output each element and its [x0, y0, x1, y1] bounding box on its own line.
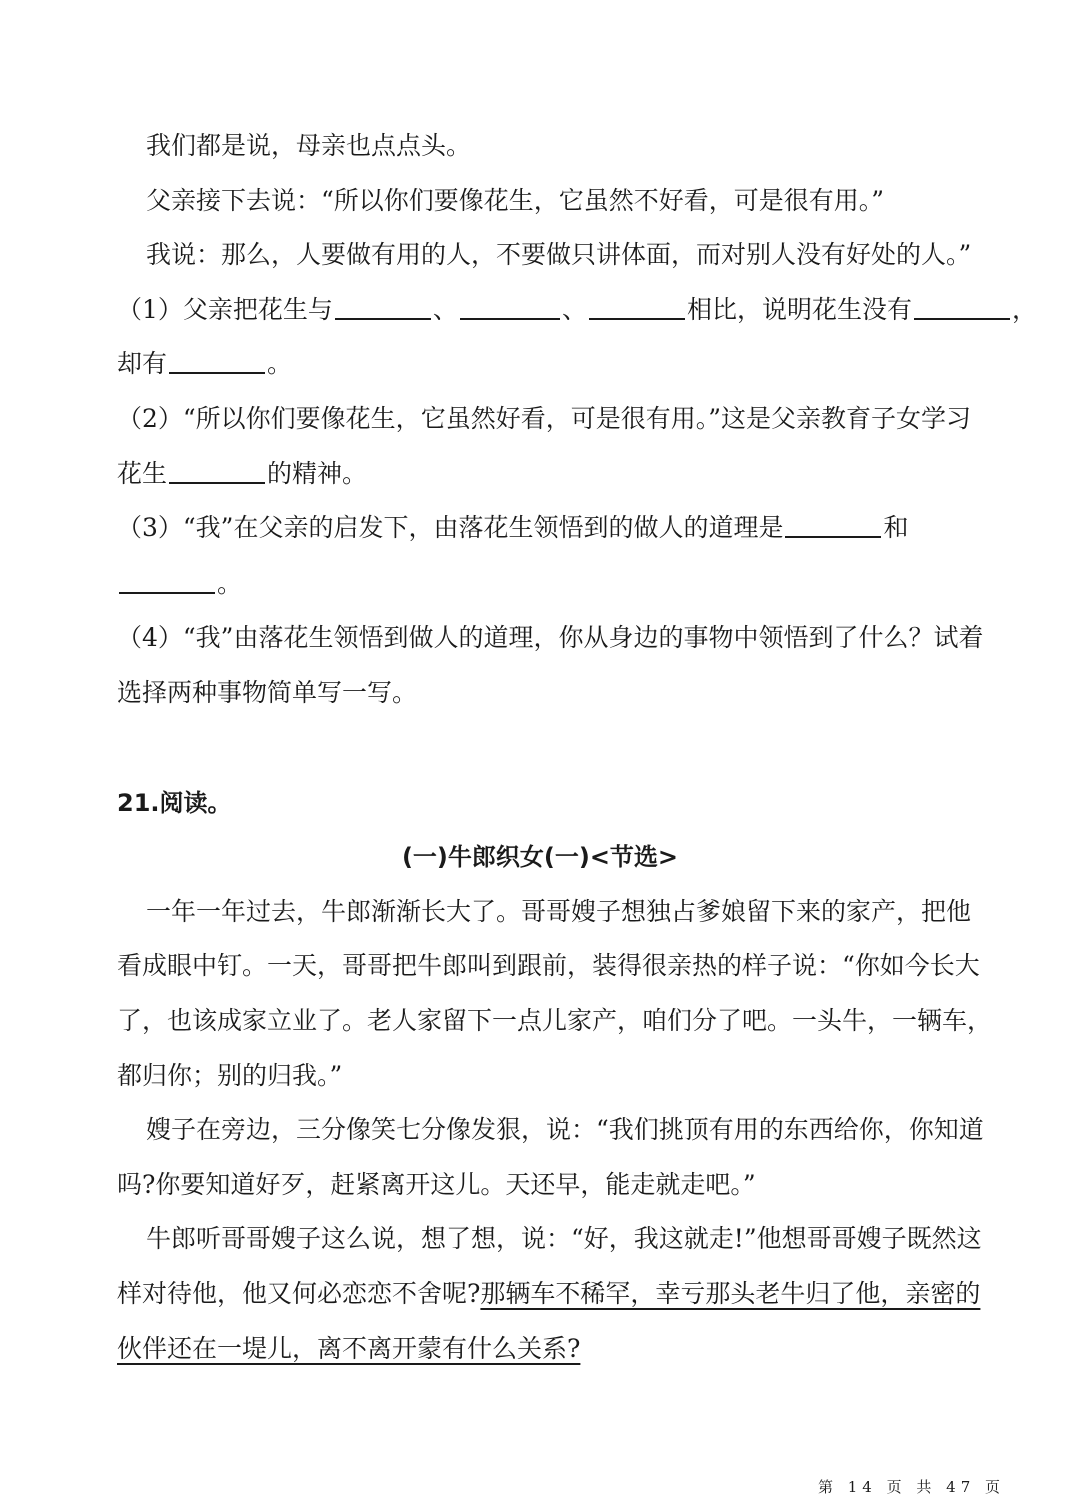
section-heading: 21.阅读。 [117, 789, 232, 817]
question-2-cont: 花生 的精神。 [117, 459, 368, 488]
answer-blank[interactable] [785, 512, 881, 538]
question-1: （1）父亲把花生与 、 、 相比，说明花生没有 ， [117, 295, 1037, 324]
paragraph: 都归你；别的归我。” [117, 1061, 343, 1090]
paragraph: 了，也该成家立业了。老人家留下一点儿家产，咱们分了吧。一头牛，一辆车， [117, 1006, 993, 1035]
answer-blank[interactable] [119, 568, 215, 594]
question-2: （2）“所以你们要像花生，它虽然好看，可是很有用。”这是父亲教育子女学习 [117, 404, 971, 433]
paragraph: 一年一年过去，牛郎渐渐长大了。哥哥嫂子想独占爹娘留下来的家产，把他 [146, 897, 972, 926]
answer-blank[interactable] [335, 294, 431, 320]
answer-blank[interactable] [169, 458, 265, 484]
answer-blank[interactable] [914, 294, 1010, 320]
underlined-sentence: 那辆车不稀罕，幸亏那头老牛归了他，亲密的 [480, 1279, 981, 1308]
underlined-sentence: 伙伴还在一堤儿，离不离开蒙有什么关系? [117, 1334, 581, 1363]
page-number: 第 14 页 共 47 页 [818, 1478, 1006, 1496]
paragraph: 我说：那么，人要做有用的人，不要做只讲体面，而对别人没有好处的人。” [146, 240, 972, 269]
paragraph: 嫂子在旁边，三分像笑七分像发狠，说：“我们挑顶有用的东西给你，你知道 [146, 1115, 984, 1144]
question-1-cont: 却有 。 [117, 349, 293, 378]
question-3-cont: 。 [117, 566, 242, 602]
question-4: （4）“我”由落花生领悟到做人的道理，你从身边的事物中领悟到了什么？试着 [117, 623, 984, 652]
paragraph: 我们都是说，母亲也点点头。 [146, 131, 472, 160]
answer-blank[interactable] [169, 348, 265, 374]
paragraph: 样对待他，他又何必恋恋不舍呢?那辆车不稀罕，幸亏那头老牛归了他，亲密的 [117, 1279, 981, 1308]
answer-blank[interactable] [460, 294, 560, 320]
question-3: （3）“我”在父亲的启发下，由落花生领悟到的做人的道理是 和 [117, 513, 909, 542]
paragraph: 父亲接下去说：“所以你们要像花生，它虽然不好看，可是很有用。” [146, 186, 885, 215]
paragraph: 牛郎听哥哥嫂子这么说，想了想，说：“好，我这就走!”他想哥哥嫂子既然这 [146, 1224, 982, 1253]
answer-blank[interactable] [589, 294, 685, 320]
paragraph: 吗?你要知道好歹，赶紧离开这儿。天还早，能走就走吧。” [117, 1170, 756, 1199]
question-4-cont: 选择两种事物简单写一写。 [117, 678, 418, 707]
paragraph: 看成眼中钉。一天，哥哥把牛郎叫到跟前，装得很亲热的样子说：“你如今长大 [117, 951, 980, 980]
passage-title: (一)牛郎织女(一)<节选> [401, 843, 679, 871]
